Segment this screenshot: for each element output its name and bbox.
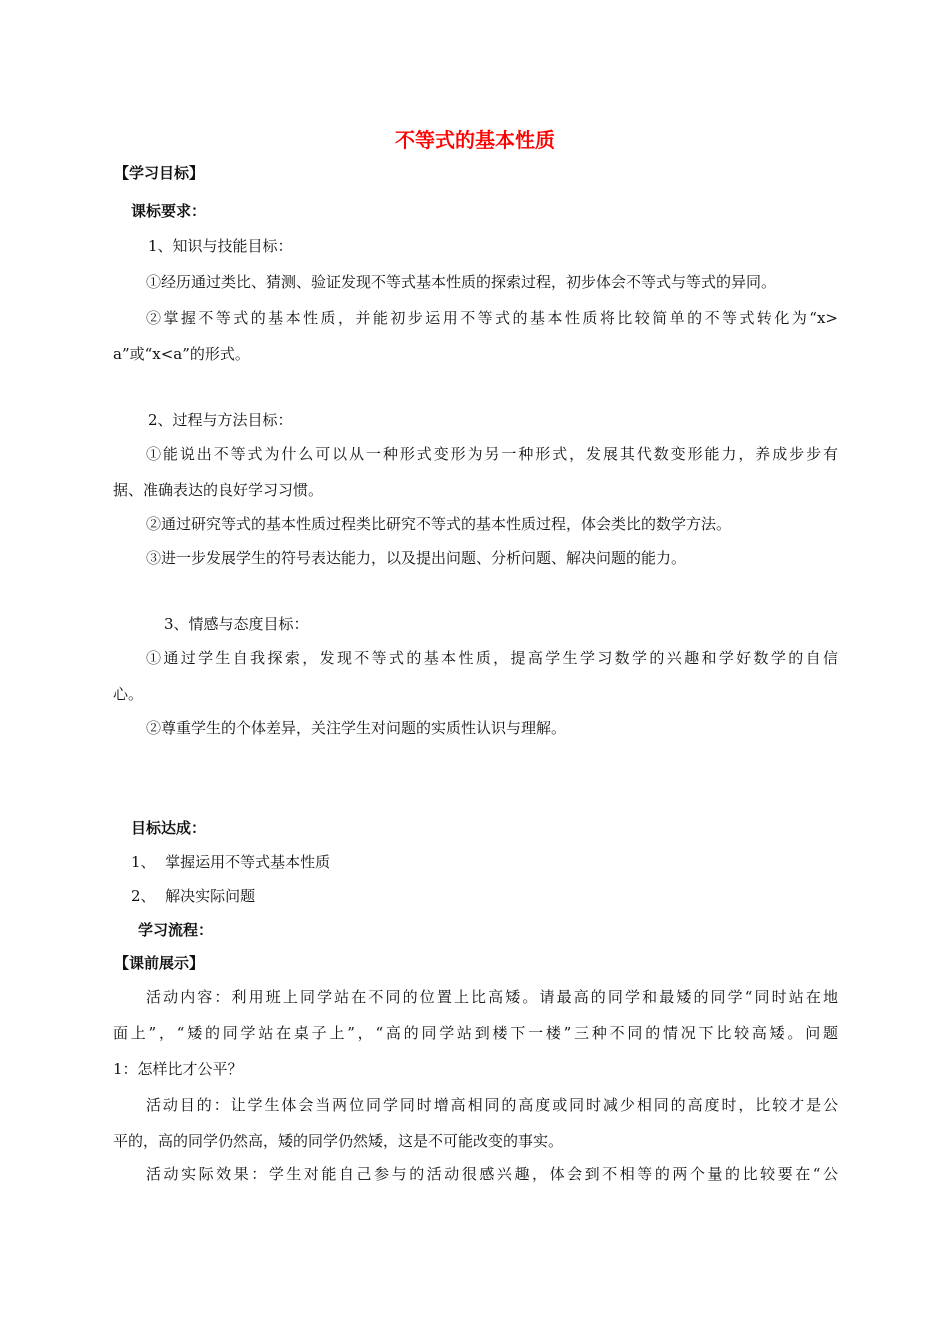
activity-content-line-1: 活动内容：利用班上同学站在不同的位置上比高矮。请最高的同学和最矮的同学“同时站在地	[146, 988, 838, 1006]
process-method-item-1-line-2: 据、准确表达的良好学习习惯。	[113, 481, 324, 499]
goal-achievement-item-1: 1、 掌握运用不等式基本性质	[131, 853, 331, 871]
knowledge-skill-item-2-line-2: a”或“x<a”的形式。	[113, 345, 250, 363]
emotion-attitude-item-2: ②尊重学生的个体差异，关注学生对问题的实质性认识与理解。	[146, 719, 567, 737]
knowledge-skill-item-2-line-1: ②掌握不等式的基本性质，并能初步运用不等式的基本性质将比较简单的不等式转化为“x>	[146, 309, 838, 327]
learning-goals-header: 【学习目标】	[114, 164, 205, 182]
activity-content-line-2: 面上”，“矮的同学站在桌子上”，“高的同学站到楼下一楼”三种不同的情况下比较高矮。问题	[113, 1024, 838, 1042]
process-method-item-2: ②通过研究等式的基本性质过程类比研究不等式的基本性质过程，体会类比的数学方法。	[146, 515, 732, 533]
goal-achievement-heading: 目标达成：	[131, 819, 207, 837]
page-title: 不等式的基本性质	[395, 128, 555, 152]
emotion-attitude-heading: 3、情感与态度目标：	[164, 615, 309, 633]
process-method-item-3: ③进一步发展学生的符号表达能力，以及提出问题、分析问题、解决问题的能力。	[146, 549, 687, 567]
knowledge-skill-item-1: ①经历通过类比、猜测、验证发现不等式基本性质的探索过程，初步体会不等式与等式的异同。	[146, 273, 777, 291]
emotion-attitude-item-1-line-1: ①通过学生自我探索，发现不等式的基本性质，提高学生学习数学的兴趣和学好数学的自信	[146, 649, 838, 667]
activity-purpose-line-2: 平的，高的同学仍然高，矮的同学仍然矮，这是不可能改变的事实。	[113, 1132, 564, 1150]
preclass-header: 【课前展示】	[114, 954, 205, 972]
learning-process-heading: 学习流程：	[138, 921, 214, 939]
curriculum-requirements-heading: 课标要求：	[131, 202, 207, 220]
activity-purpose-line-1: 活动目的：让学生体会当两位同学同时增高相同的高度或同时减少相同的高度时，比较才是公	[146, 1096, 838, 1114]
knowledge-skill-heading: 1、知识与技能目标：	[148, 237, 293, 255]
activity-effect-line-1: 活动实际效果：学生对能自己参与的活动很感兴趣，体会到不相等的两个量的比较要在“公	[146, 1165, 838, 1183]
activity-content-line-3: 1：怎样比才公平？	[113, 1060, 243, 1078]
process-method-heading: 2、过程与方法目标：	[148, 411, 293, 429]
goal-achievement-item-2: 2、 解决实际问题	[131, 887, 256, 905]
process-method-item-1-line-1: ①能说出不等式为什么可以从一种形式变形为另一种形式，发展其代数变形能力，养成步步有	[146, 445, 838, 463]
emotion-attitude-item-1-line-2: 心。	[113, 685, 144, 703]
